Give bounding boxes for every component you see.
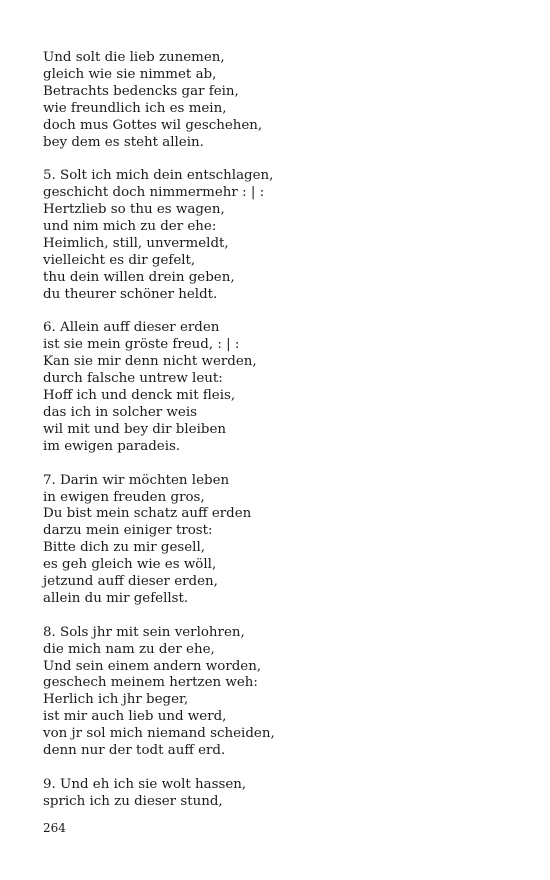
stanza-1 — [43, 50, 513, 151]
stanza-7 — [43, 473, 513, 608]
verse-line: sprich ich zu dieser stund, — [43, 793, 223, 809]
stanza-9 — [43, 777, 513, 811]
verse-line: allein du mir gefellst. — [43, 590, 189, 606]
verse-line: Hertzlieb so thu es wagen, — [43, 202, 225, 218]
verse-line: Du bist mein schatz auff erden — [43, 506, 252, 522]
verse-line: geschech meinem hertzen weh: — [43, 675, 258, 691]
verse-line: und nim mich zu der ehe: — [43, 219, 217, 235]
verse-line: von jr sol mich niemand scheiden, — [43, 726, 275, 742]
verse-line: in ewigen freuden gros, — [43, 489, 205, 505]
verse-line: 9. Und eh ich sie wolt hassen, — [43, 776, 247, 792]
verse-line: geschicht doch nimmermehr : | : — [43, 185, 265, 201]
verse-line: vielleicht es dir gefelt, — [43, 252, 196, 268]
verse-line: Bitte dich zu mir gesell, — [43, 540, 205, 556]
verse-line: 7. Darin wir möchten leben — [43, 472, 230, 488]
verse-line: du theurer schöner heldt. — [43, 286, 218, 302]
verse-line: gleich wie sie nimmet ab, — [43, 66, 217, 82]
verse-line: ist mir auch lieb und werd, — [43, 709, 227, 725]
verse-line: es geh gleich wie es wöll, — [43, 557, 217, 573]
poem-text — [43, 50, 513, 828]
verse-line: bey dem es steht allein. — [43, 134, 204, 150]
verse-line: das ich in solcher weis — [43, 405, 197, 420]
verse-line: Herlich ich jhr beger, — [43, 692, 189, 708]
verse-line: Heimlich, still, unvermeldt, — [43, 235, 229, 251]
verse-line: durch falsche untrew leut: — [43, 371, 223, 387]
verse-line: Und solt die lieb zunemen, — [43, 50, 225, 65]
stanza-5 — [43, 168, 513, 303]
verse-line: wie freundlich ich es mein, — [43, 100, 227, 116]
verse-line: thu dein willen drein geben, — [43, 269, 235, 285]
verse-line: jetzund auff dieser erden, — [43, 574, 218, 590]
verse-line: im ewigen paradeis. — [43, 438, 181, 454]
stanza-8 — [43, 625, 513, 760]
verse-line: die mich nam zu der ehe, — [43, 641, 215, 657]
verse-line: 8. Sols jhr mit sein verlohren, — [43, 624, 245, 640]
verse-line: Kan sie mir denn nicht werden, — [43, 354, 257, 370]
verse-line: doch mus Gottes wil geschehen, — [43, 117, 263, 133]
stanza-6 — [43, 320, 513, 455]
verse-line: Betrachts bedencks gar fein, — [43, 83, 239, 99]
verse-line: Und sein einem andern worden, — [43, 658, 262, 674]
verse-line: Hoff ich und denck mit fleis, — [43, 388, 236, 404]
verse-line: ist sie mein gröste freud, : | : — [43, 337, 240, 353]
verse-line: 6. Allein auff dieser erden — [43, 320, 220, 336]
page-number: 264 — [43, 821, 66, 835]
verse-line: 5. Solt ich mich dein entschlagen, — [43, 168, 274, 184]
verse-line: darzu mein einiger trost: — [43, 523, 213, 539]
verse-line: denn nur der todt auff erd. — [43, 743, 226, 759]
verse-line: wil mit und bey dir bleiben — [43, 421, 226, 437]
